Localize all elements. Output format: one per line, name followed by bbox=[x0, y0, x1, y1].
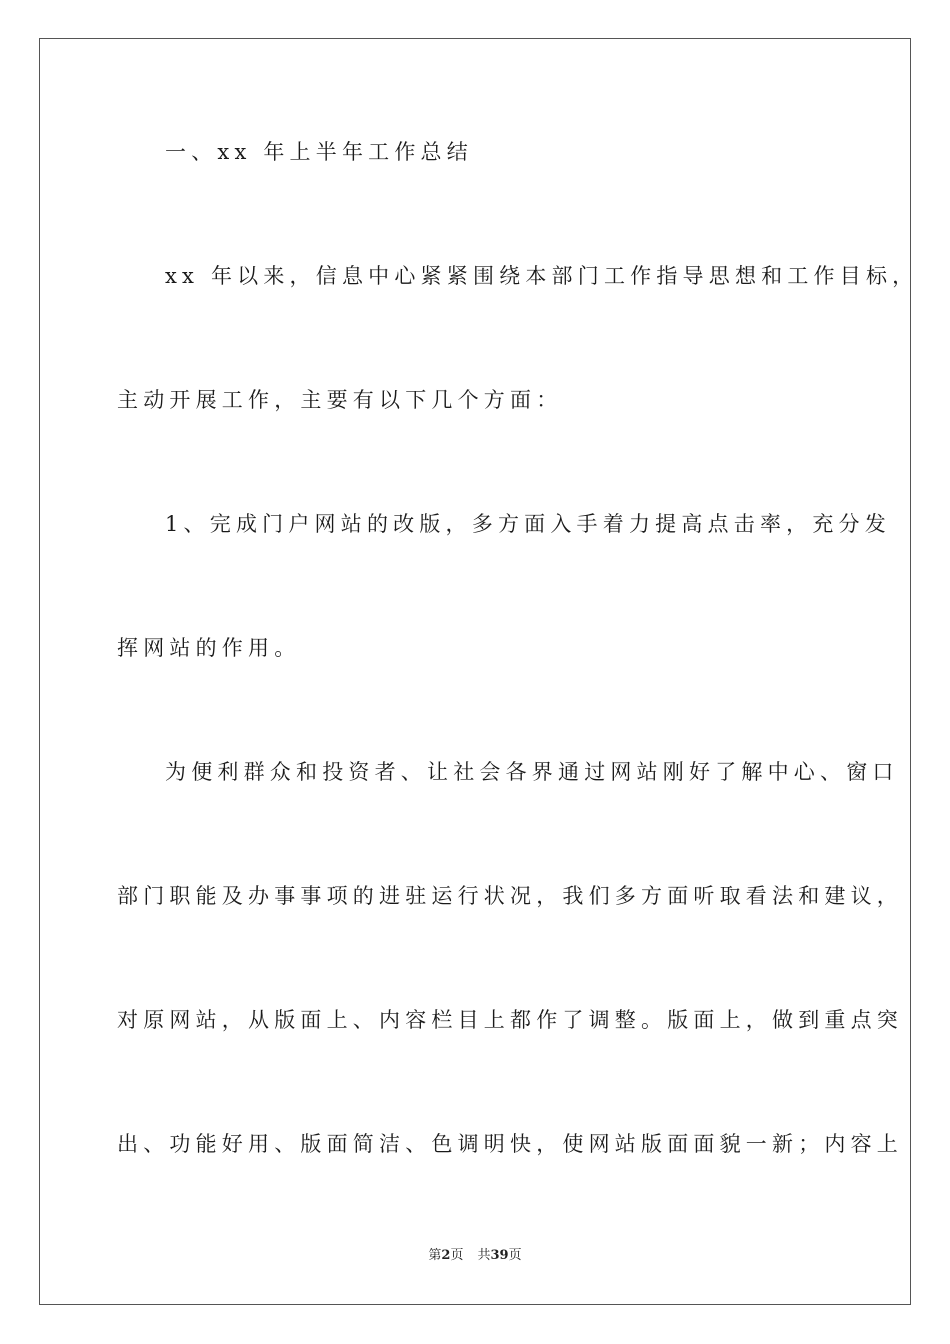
paragraph-line: 1、完成门户网站的改版，多方面入手着力提高点击率，充分发 bbox=[165, 512, 891, 536]
paragraph-line: 对原网站，从版面上、内容栏目上都作了调整。版面上，做到重点突 bbox=[117, 1008, 903, 1032]
section-heading: 一、xx 年上半年工作总结 bbox=[165, 140, 473, 164]
paragraph-line: 挥网站的作用。 bbox=[117, 636, 301, 660]
footer-total-prefix: 共 bbox=[477, 1248, 491, 1263]
paragraph-line: 为便利群众和投资者、让社会各界通过网站刚好了解中心、窗口 bbox=[165, 760, 899, 784]
footer-page-total: 39 bbox=[490, 1248, 509, 1263]
footer-page-current: 2 bbox=[441, 1248, 451, 1263]
footer-page-prefix: 第 bbox=[428, 1248, 442, 1263]
footer-total-unit: 页 bbox=[508, 1248, 522, 1263]
paragraph-line: xx 年以来，信息中心紧紧围绕本部门工作指导思想和工作目标， bbox=[165, 264, 919, 288]
paragraph-line: 出、功能好用、版面简洁、色调明快，使网站版面面貌一新；内容上 bbox=[117, 1132, 903, 1156]
footer-page-unit: 页 bbox=[450, 1248, 464, 1263]
paragraph-line: 部门职能及办事事项的进驻运行状况，我们多方面听取看法和建议， bbox=[117, 884, 903, 908]
page-border bbox=[39, 38, 919, 1305]
page-footer bbox=[0, 1247, 950, 1265]
paragraph-line: 主动开展工作，主要有以下几个方面： bbox=[117, 388, 563, 412]
